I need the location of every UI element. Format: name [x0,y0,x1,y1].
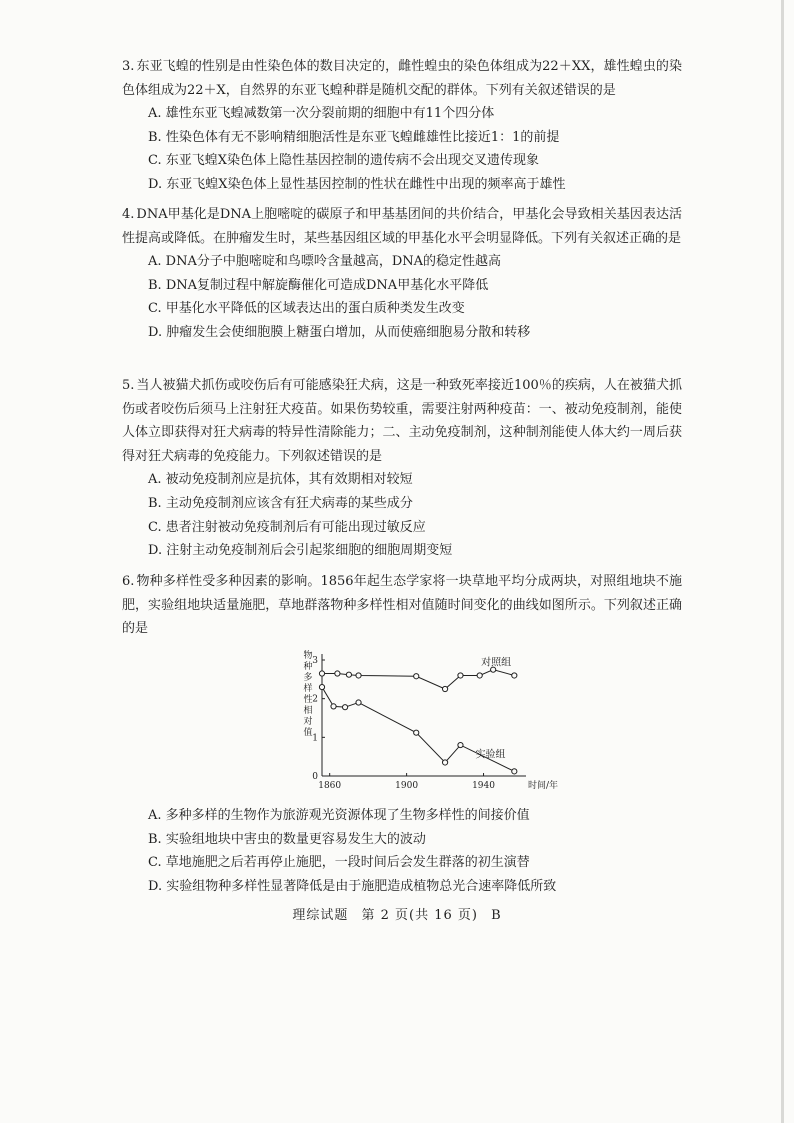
data-point [335,671,340,676]
option-a: A. DNA分子中胞嘧啶和鸟嘌呤含量越高，DNA的稳定性越高 [148,254,502,270]
option-b: B. 主动免疫制剂应该含有狂犬病毒的某些成分 [148,495,413,511]
y-tick-label: 2 [312,694,318,705]
y-tick-label: 3 [312,656,318,666]
question-number: 4. [122,207,135,222]
footer-version: B [491,908,502,923]
option-c: C. 草地施肥之后若再停止施肥，一段时间后会发生群落的初生演替 [148,855,530,871]
question-3 [122,55,682,197]
option-b: B. 性染色体有无不影响精细胞活性是东亚飞蝗雌雄性比接近1：1的前提 [148,129,560,145]
data-point [342,705,347,710]
series-label: 对照组 [481,657,512,669]
data-point [414,730,419,735]
question-number: 6. [122,574,135,589]
data-point [356,700,361,705]
y-axis-label-char: 性 [303,695,313,705]
y-axis-label-char: 种 [303,662,313,672]
y-tick-label: 0 [312,772,318,782]
question-4 [122,203,682,345]
option-d: D. 注射主动免疫制剂后会引起浆细胞的细胞周期变短 [148,543,453,559]
data-point [442,760,447,765]
data-point [319,671,324,676]
x-tick-label: 1900 [395,781,419,791]
data-point [458,673,463,678]
option-a: A. 多种多样的生物作为旅游观光资源体现了生物多样性的间接价值 [148,808,530,823]
data-point [331,704,336,709]
y-tick-label: 1 [312,733,318,744]
question-stem: 4. DNA甲基化是DNA上胞嘧啶的碳原子和甲基基团间的共价结合，甲基化会导致相关基因表达活性提高或降低。在肿瘤发生时，某些基因组区域的甲基化水平会明显降低。下列有关叙述正确的是 [122,207,682,246]
question-number: 3. [122,59,135,74]
data-point [442,686,447,691]
option-d: D. 东亚飞蝗X染色体上显性基因控制的性状在雌性中出现的频率高于雄性 [148,176,566,192]
y-axis-label-char: 相 [303,706,313,716]
question-6 [122,570,682,641]
option-b: B. DNA复制过程中解旋酶催化可造成DNA甲基化水平降低 [148,277,489,293]
data-point [512,769,517,774]
page-footer [0,904,794,923]
y-axis-label-char: 多 [303,673,313,683]
scan-edge [781,0,784,1123]
data-point [458,742,463,747]
option-c: C. 甲基化水平降低的区域表达出的蛋白质种类发生改变 [148,301,465,317]
question-5 [122,374,682,563]
option-d: D. 肿瘤发生会使细胞膜上糖蛋白增加，从而使癌细胞易分散和转移 [148,324,531,340]
question-stem: 5. 当人被猫犬抓伤或咬伤后有可能感染狂犬病，这是一种致死率接近100％的疾病，人在被猫犬抓伤或者咬伤后须马上注射狂犬疫苗。如果伤势较重，需要注射两种疫苗：一、被动免疫制剂，能使人体立即获得对狂犬病毒的特异性清除能力；二、主动免疫制剂，这种制剂能使人体大约一周后获得对狂犬病毒的免疫能力。下列叙述错误的是 [122,378,682,464]
x-tick-label: 1940 [472,781,495,791]
y-axis-label-char: 样 [303,684,313,694]
diversity-chart [300,646,559,796]
option-b: B. 实验组地块中害虫的数量更容易发生大的波动 [148,831,426,847]
question-stem: 3. 东亚飞蝗的性别是由性染色体的数目决定的，雌性蝗虫的染色体组成为22＋XX，雄性蝗虫的染色体组成为22＋X，自然界的东亚飞蝗种群是随机交配的群体。下列有关叙述错误的是 [122,59,682,98]
option-c: C. 东亚飞蝗X染色体上隐性基因控制的遗传病不会出现交叉遗传现象 [148,153,540,169]
option-a: A. 被动免疫制剂应是抗体，其有效期相对较短 [148,472,413,488]
x-axis-label: 时间/年 [528,781,559,791]
footer-page: 第 2 页(共 16 页) [361,908,478,923]
y-axis-label-char: 物 [303,651,313,661]
question-stem: 6. 物种多样性受多种因素的影响。1856年起生态学家将一块草地平均分成两块，对照组地块不施肥，实验组地块适量施肥，草地群落物种多样性相对值随时间变化的曲线如图所示。下列叙述正确的是 [122,574,682,637]
question-6-options [122,804,682,898]
x-tick-label: 1860 [318,781,342,791]
data-point [346,672,351,677]
y-axis-label-char: 对 [303,717,313,727]
footer-subject: 理综试题 [292,908,349,923]
data-point [512,673,517,678]
data-point [319,684,324,689]
data-point [356,673,361,678]
chart-svg [300,646,559,796]
option-a: A. 雄性东亚飞蝗减数第一次分裂前期的细胞中有11个四分体 [148,106,495,122]
data-point [477,673,482,678]
option-d: D. 实验组物种多样性显著降低是由于施肥造成植物总光合速率降低所致 [148,878,557,894]
option-c: C. 患者注射被动免疫制剂后有可能出现过敏反应 [148,519,426,535]
data-point [414,674,419,679]
series-label: 实验组 [475,749,506,761]
y-axis-label-char: 值 [303,728,313,738]
question-number: 5. [122,378,135,393]
